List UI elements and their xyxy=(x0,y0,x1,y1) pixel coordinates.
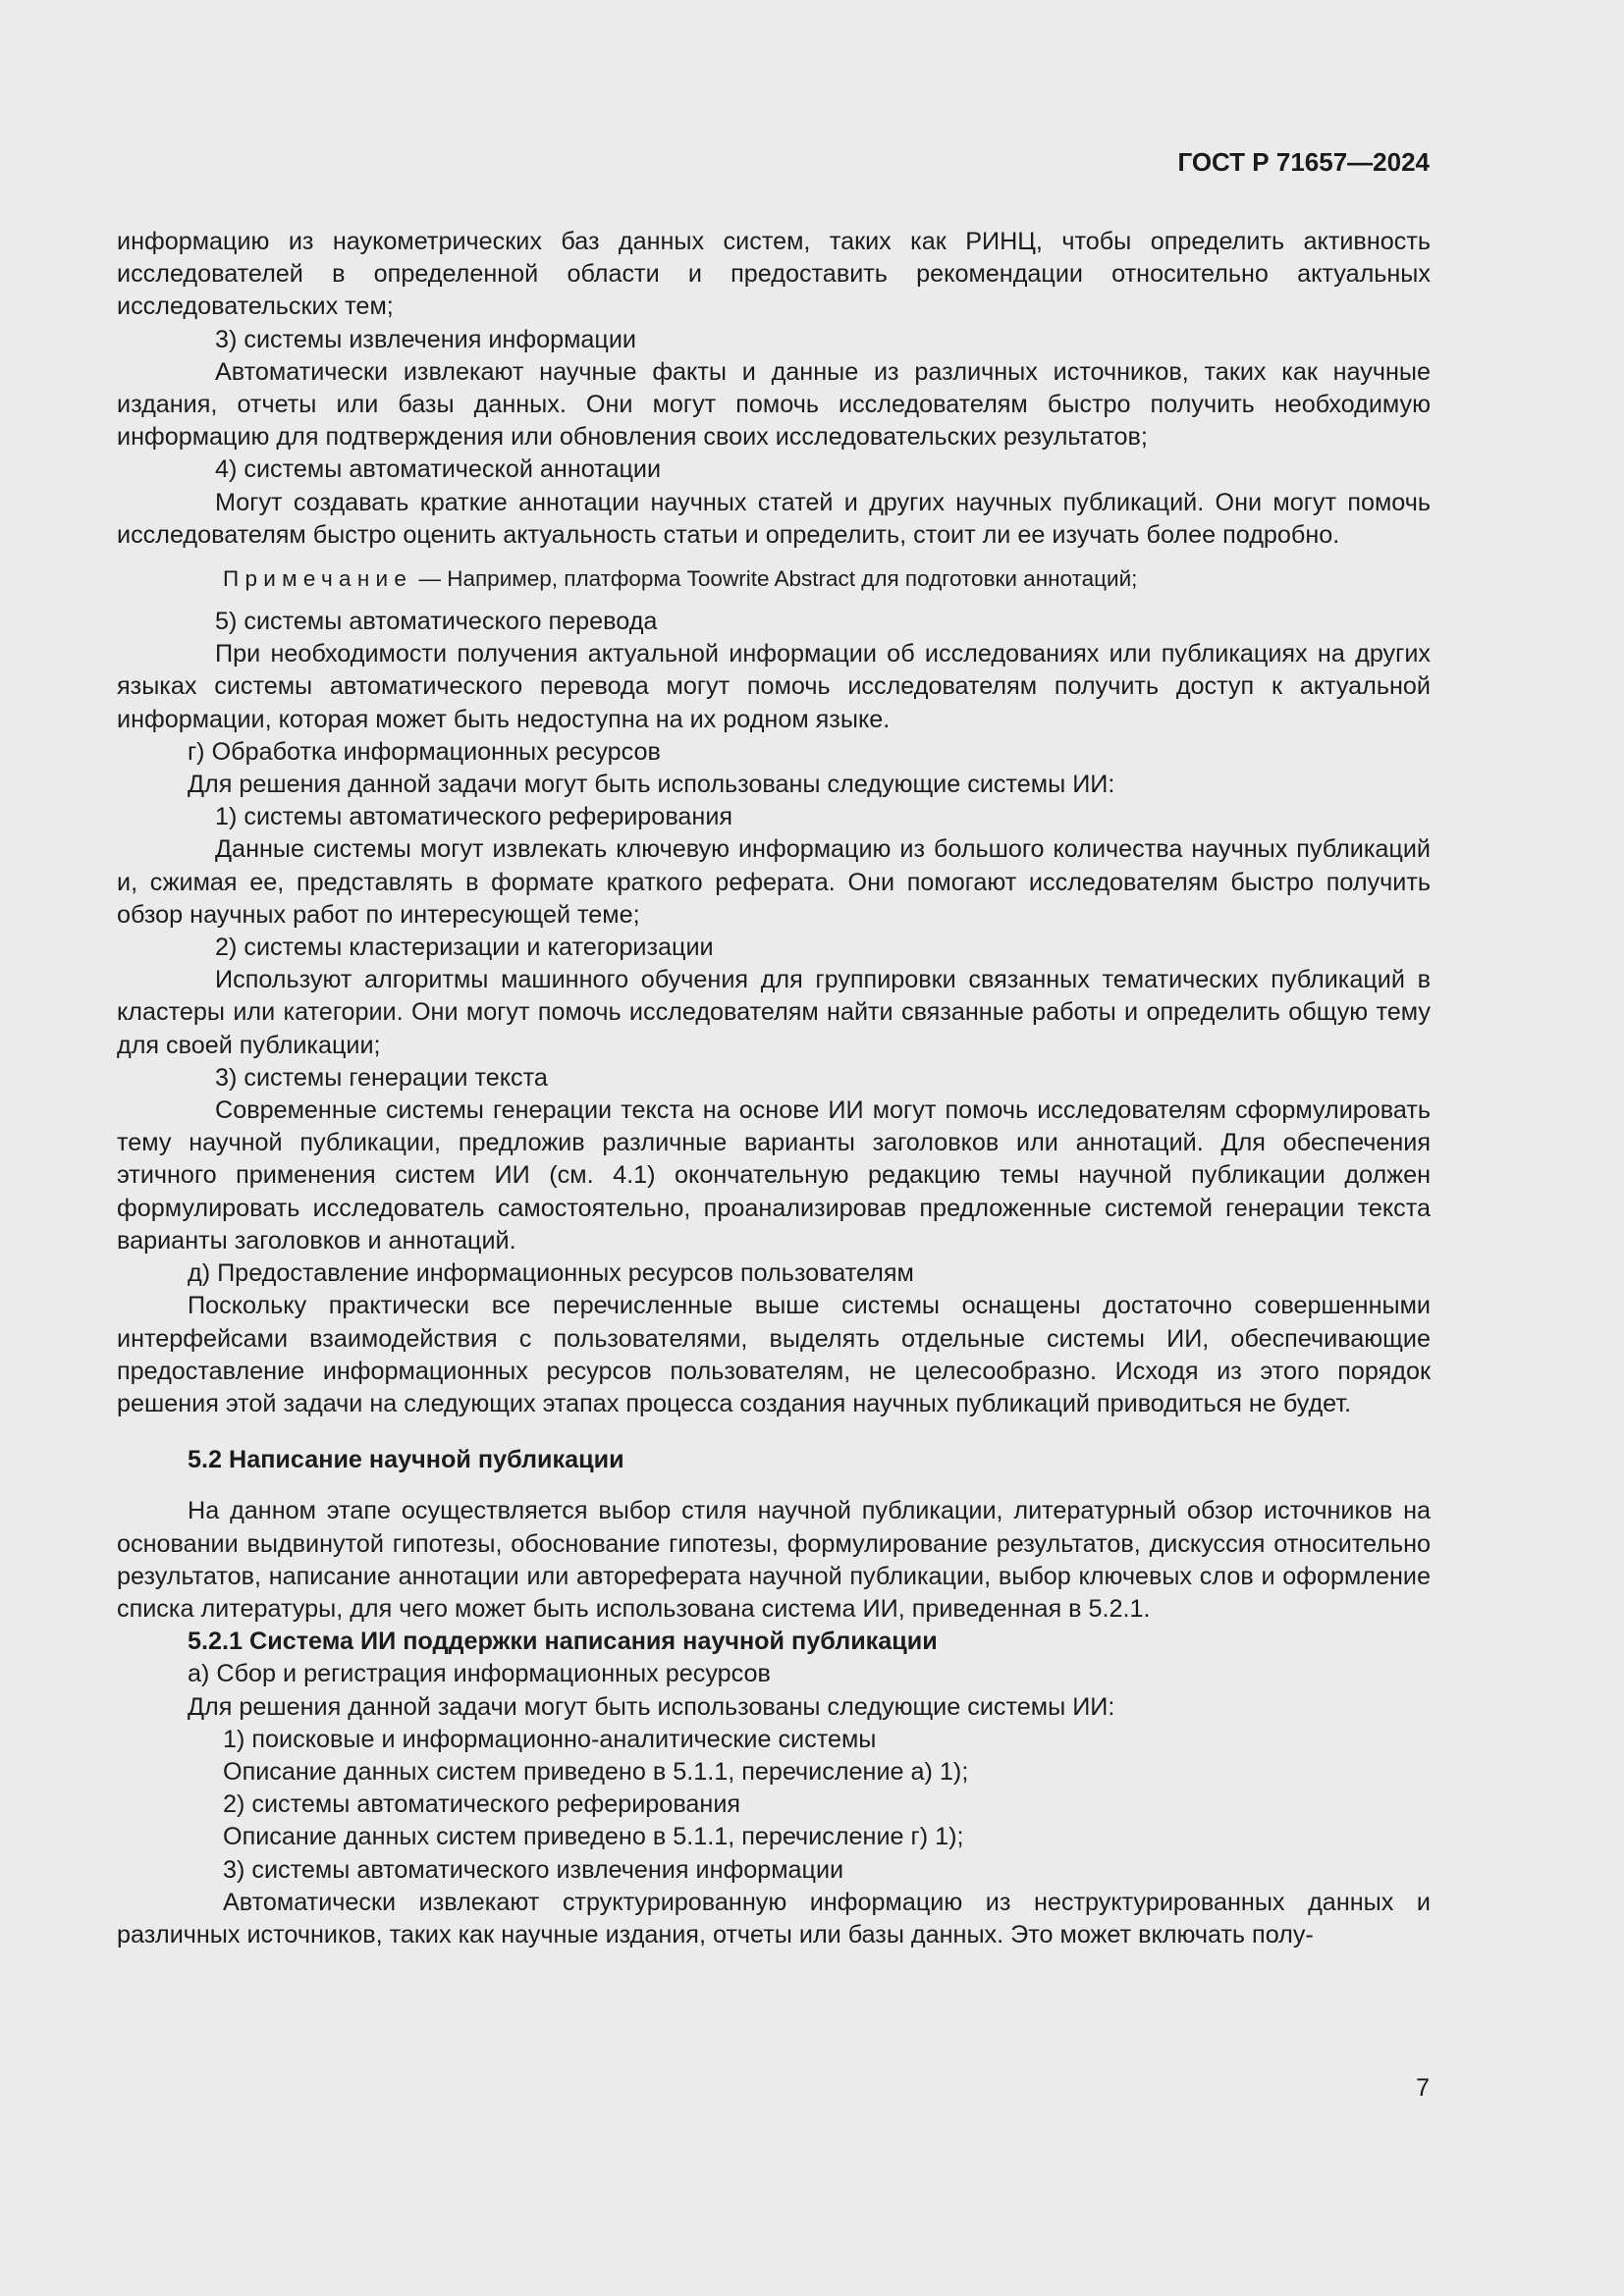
list-item: а) Сбор и регистрация информационных ресурсов xyxy=(188,1660,771,1688)
list-item: 1) системы автоматического реферирования xyxy=(215,803,733,831)
paragraph: Могут создавать краткие аннотации научных статей и других научных публикаций. Они могут помочь исследователям быстро оценить актуальность статьи и определить, стоит ли ее изучать более подробно. xyxy=(117,488,1431,549)
paragraph: Используют алгоритмы машинного обучения для группировки связанных тематических публикаций в кластеры или категории. Они могут помочь исследователям найти связанные работы и определить общую тему для своей публикации; xyxy=(117,966,1431,1059)
list-item: 2) системы кластеризации и категоризации xyxy=(215,934,714,962)
section-heading: 5.2 Написание научной публикации xyxy=(188,1446,624,1474)
document-body xyxy=(117,226,1431,1951)
paragraph: На данном этапе осуществляется выбор стиля научной публикации, литературный обзор источников на основании выдвинутой гипотезы, обоснование гипотезы, формулирование результатов, дискуссия относительно результатов, написание аннотации или автореферата научной публикации, выбор ключевых слов и оформление списка литературы, для чего может быть использована система ИИ, приведенная в 5.2.1. xyxy=(117,1497,1431,1623)
list-item: 3) системы автоматического извлечения информации xyxy=(223,1855,844,1884)
list-item: 3) системы генерации текста xyxy=(215,1063,548,1092)
paragraph: Автоматически извлекают научные факты и данные из различных источников, таких как научные издания, отчеты или базы данных. Они могут помочь исследователям быстро получить необходимую информацию для подтверждения или обновления своих исследовательских результатов; xyxy=(117,357,1431,452)
paragraph: Описание данных систем приведено в 5.1.1, перечисление г) 1); xyxy=(223,1823,964,1851)
document-designation: ГОСТ Р 71657—2024 xyxy=(1177,147,1430,177)
list-item: 5) системы автоматического перевода xyxy=(215,608,658,636)
paragraph: Описание данных систем приведено в 5.1.1, перечисление а) 1); xyxy=(223,1757,969,1786)
paragraph: Данные системы могут извлекать ключевую информацию из большого количества научных публикаций и, сжимая ее, представлять в формате краткого реферата. Они помогают исследователям быстро получить обзор научных работ по интересующей теме; xyxy=(117,835,1431,929)
subsection-heading: 5.2.1 Система ИИ поддержки написания научной публикации xyxy=(188,1628,938,1656)
note-label: Примечание xyxy=(223,566,413,592)
paragraph: Автоматически извлекают структурированную информацию из неструктурированных данных и различных источников, таких как научные издания, отчеты или базы данных. Это может включать полу- xyxy=(117,1888,1431,1949)
list-item: 2) системы автоматического реферирования xyxy=(223,1790,741,1819)
list-item: 3) системы извлечения информации xyxy=(215,325,636,353)
paragraph: При необходимости получения актуальной информации об исследованиях или публикациях на других языках системы автоматического перевода могут помочь исследователям получить доступ к актуальной информации, которая может быть недоступна на их родном языке. xyxy=(117,640,1431,733)
paragraph: Современные системы генерации текста на основе ИИ могут помочь исследователям сформулировать тему научной публикации, предложив различные варианты заголовков или аннотаций. Для обеспечения этичного применения систем ИИ (см. 4.1) окончательную редакцию темы научной публикации должен формулировать исследователь самостоятельно, проанализировав предложенные системой генерации текста варианты заголовков и аннотаций. xyxy=(117,1096,1431,1255)
paragraph: информацию из наукометрических баз данных систем, таких как РИНЦ, чтобы определить активность исследователей в определенной области и предоставить рекомендации относительно актуальных исследовательских тем; xyxy=(117,228,1431,321)
paragraph: Для решения данной задачи могут быть использованы следующие системы ИИ: xyxy=(188,771,1115,799)
note xyxy=(117,564,1431,594)
list-item: г) Обработка информационных ресурсов xyxy=(188,737,661,766)
list-item: д) Предоставление информационных ресурсов пользователям xyxy=(188,1259,914,1288)
list-item: 1) поисковые и информационно-аналитические системы xyxy=(223,1725,877,1753)
paragraph: Поскольку практически все перечисленные выше системы оснащены достаточно совершенными интерфейсами взаимодействия с пользователями, выделять отдельные системы ИИ, обеспечивающие предоставление информационных ресурсов пользователям, не целесообразно. Исходя из этого порядок решения этой задачи на следующих этапах процесса создания научных публикаций приводиться не будет. xyxy=(117,1292,1431,1417)
list-item: 4) системы автоматической аннотации xyxy=(215,455,662,484)
paragraph: Для решения данной задачи могут быть использованы следующие системы ИИ: xyxy=(188,1692,1115,1721)
note-text: — Например, платформа Toowrite Abstract для подготовки аннотаций; xyxy=(412,566,1138,592)
page-number: 7 xyxy=(1416,2074,1430,2102)
